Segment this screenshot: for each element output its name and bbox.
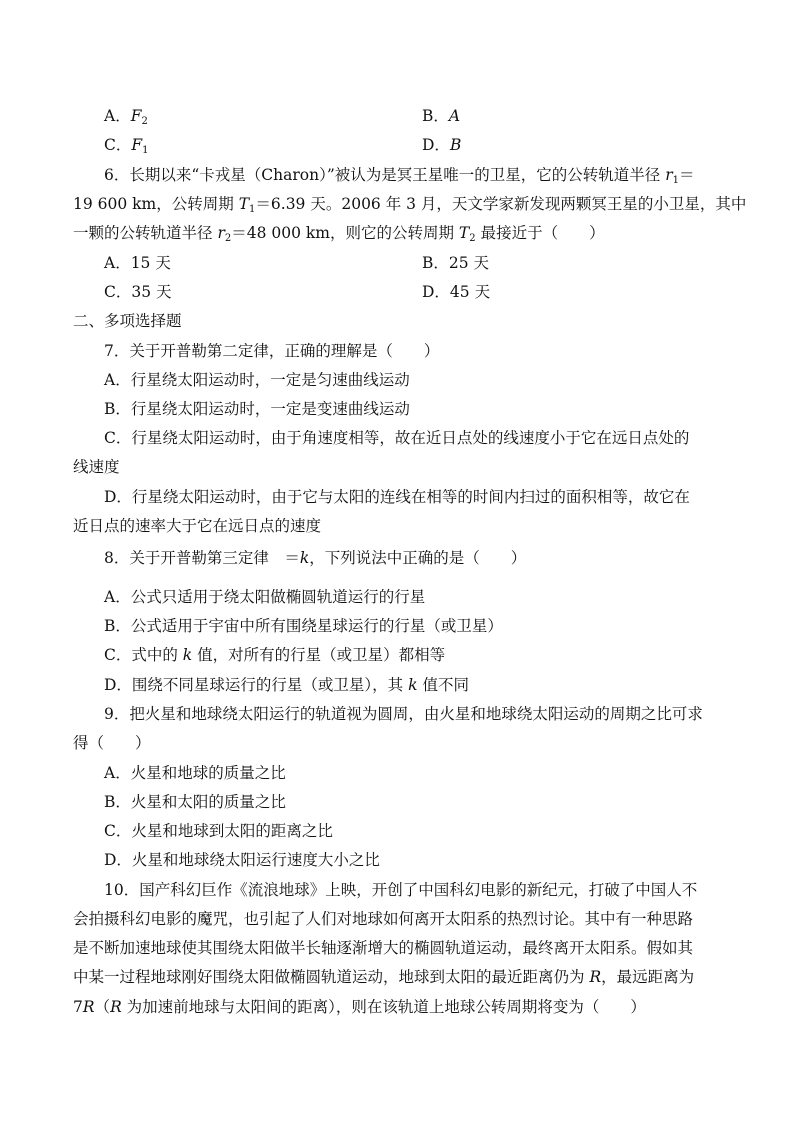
- text: C．式中的: [104, 646, 183, 664]
- text: 为加速前地球与太阳间的距离），则在该轨道上地球公转周期将变为（ ）: [121, 998, 646, 1016]
- q6-option-d: D．45 天: [422, 283, 491, 301]
- q6-stem-line-2: [73, 194, 746, 214]
- var: r: [217, 224, 225, 242]
- q8-stem: [104, 548, 526, 568]
- text: 值，对所有的行星（或卫星）都相等: [192, 646, 446, 664]
- var: R: [82, 998, 95, 1016]
- option-letter: D．: [422, 136, 450, 154]
- option-var: F: [130, 107, 142, 125]
- q10-stem-line-2: 会拍摄科幻电影的魔咒，也引起了人们对地球如何离开太阳系的热烈讨论。其中有一种思路: [73, 910, 694, 928]
- sub: 2: [224, 233, 232, 244]
- text: 最接近于（ ）: [475, 224, 605, 242]
- q7-option-b: B．行星绕太阳运动时，一定是变速曲线运动: [104, 400, 410, 418]
- text: D．围绕不同星球运行的行星（或卫星），其: [104, 676, 409, 694]
- sub: 1: [249, 204, 256, 215]
- text: ＝48 000 km，则它的公转周期: [231, 224, 459, 242]
- text: 19 600 km，公转周期: [73, 195, 239, 213]
- q5-option-d: [422, 135, 461, 155]
- var: R: [110, 998, 122, 1016]
- var: T: [458, 224, 470, 242]
- option-var: A: [448, 107, 461, 125]
- q8-option-d: [104, 675, 469, 695]
- text: 6．长期以来“卡戎星（Charon）”被认为是冥王星唯一的卫星，它的公转轨道半径: [104, 166, 666, 184]
- q9-option-d: D．火星和地球绕太阳运行速度大小之比: [104, 851, 380, 869]
- text: ＝: [679, 166, 695, 184]
- q7-option-a: A．行星绕太阳运动时，一定是匀速曲线运动: [104, 371, 410, 389]
- option-letter: B．: [422, 107, 449, 125]
- q9-stem-line-2: 得（ ）: [73, 734, 151, 752]
- q7-option-c-line-1: C．行星绕太阳运动时，由于角速度相等，故在近日点处的线速度小于它在远日点处的: [104, 429, 690, 447]
- text: 7: [73, 998, 83, 1016]
- q9-option-c: C．火星和地球到太阳的距离之比: [104, 822, 333, 840]
- option-sub: 1: [142, 145, 149, 156]
- q6-stem-line-3: [73, 223, 605, 243]
- q6-option-a: A．15 天: [104, 254, 171, 272]
- q7-option-d-line-2: 近日点的速率大于它在远日点的速度: [73, 517, 322, 535]
- option-var: F: [131, 136, 143, 154]
- sub: 2: [469, 233, 476, 244]
- text: （: [94, 998, 111, 1016]
- option-sub: 2: [141, 116, 148, 127]
- q5-option-c: [104, 135, 149, 155]
- q8-option-c: [104, 645, 445, 665]
- text: 一颗的公转轨道半径: [73, 224, 218, 242]
- var: k: [299, 549, 310, 567]
- q8-option-a: A．公式只适用于绕太阳做椭圆轨道运行的行星: [104, 588, 426, 606]
- var: r: [665, 166, 673, 184]
- var: T: [238, 195, 250, 213]
- option-letter: A．: [104, 107, 131, 125]
- q10-stem-line-3: 是不断加速地球使其围绕太阳做半长轴逐渐增大的椭圆轨道运动，最终离开太阳系。假如其: [73, 939, 694, 957]
- text: 值不同: [417, 676, 469, 694]
- q7-stem: 7．关于开普勒第二定律，正确的理解是（ ）: [104, 342, 440, 360]
- q7-option-c-line-2: 线速度: [73, 458, 120, 476]
- q5-option-b: [422, 106, 460, 126]
- text: ＝6.39 天。2006 年 3 月，天文学家新发现两颗冥王星的小卫星，其中: [255, 195, 747, 213]
- text: ，下列说法中正确的是（ ）: [309, 549, 527, 567]
- text: 8．关于开普勒第三定律 ＝: [104, 549, 300, 567]
- q7-option-d-line-1: D．行星绕太阳运动时，由于它与太阳的连线在相等的时间内扫过的面积相等，故它在: [104, 488, 690, 506]
- option-var: B: [449, 136, 462, 154]
- q5-option-a: [104, 106, 148, 126]
- var: k: [182, 646, 193, 664]
- var: R: [589, 968, 602, 986]
- q6-option-b: B．25 天: [422, 254, 490, 272]
- q6-option-c: C．35 天: [104, 283, 172, 301]
- q9-stem-line-1: 9．把火星和地球绕太阳运行的轨道视为圆周，由火星和地球绕太阳运动的周期之比可求: [104, 705, 703, 723]
- var: k: [408, 676, 418, 694]
- q10-stem-line-4: [73, 967, 694, 987]
- q9-option-a: A．火星和地球的质量之比: [104, 764, 286, 782]
- q8-option-b: B．公式适用于宇宙中所有围绕星球运行的行星（或卫星）: [104, 617, 503, 635]
- q10-stem-line-5: [73, 997, 646, 1017]
- sub: 1: [672, 175, 679, 186]
- q9-option-b: B．火星和太阳的质量之比: [104, 793, 286, 811]
- text: 中某一过程地球刚好围绕太阳做椭圆轨道运动，地球到太阳的最近距离仍为: [73, 968, 590, 986]
- section-heading: 二、多项选择题: [73, 312, 182, 330]
- text: ，最远距离为: [601, 968, 695, 986]
- option-letter: C．: [104, 136, 132, 154]
- q10-stem-line-1: 10．国产科幻巨作《流浪地球》上映，开创了中国科幻电影的新纪元，打破了中国人不: [104, 881, 698, 899]
- q6-stem-line-1: [104, 165, 695, 185]
